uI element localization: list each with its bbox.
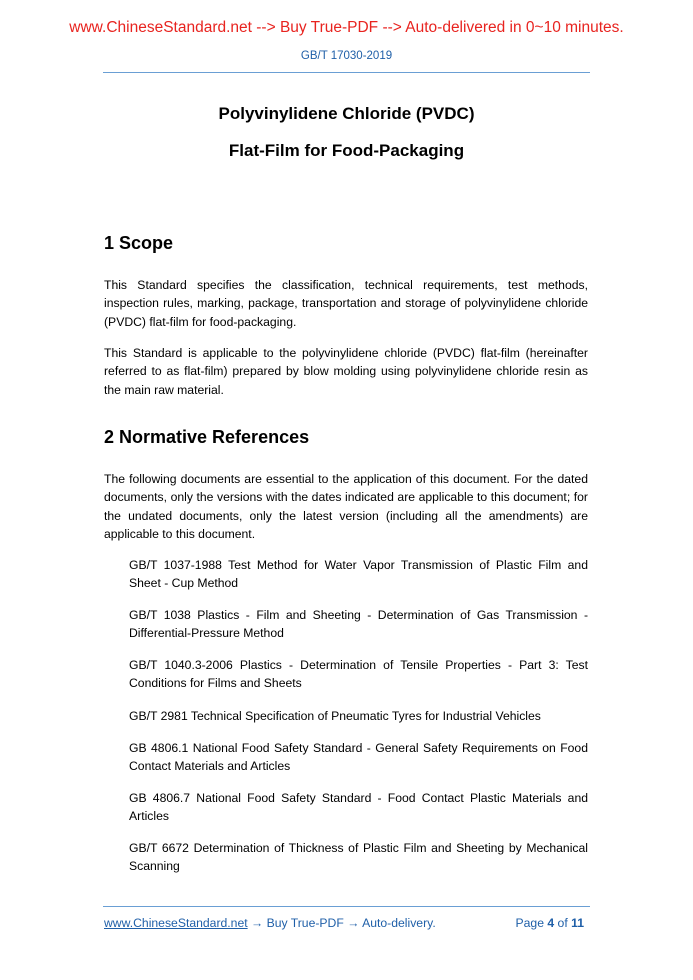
current-page-number: 4 xyxy=(547,916,555,930)
footer-divider xyxy=(103,906,590,907)
of-label: of xyxy=(557,916,568,930)
footer-buy-text: Buy True-PDF xyxy=(266,916,344,930)
reference-item: GB/T 2981 Technical Specification of Pneumatic Tyres for Industrial Vehicles xyxy=(129,709,541,723)
section-heading-normative-references: 2 Normative References xyxy=(104,427,310,447)
scope-paragraph-1: This Standard specifies the classification, technical requirements, test methods, inspection rules, marking, package, transportation and storage of polyvinylidene chloride (PVDC) flat-film for food-packaging. xyxy=(104,278,588,329)
page-label: Page xyxy=(515,916,544,930)
footer-delivery-text: Auto-delivery. xyxy=(362,916,436,930)
page-indicator xyxy=(516,916,584,930)
reference-item: GB/T 6672 Determination of Thickness of Plastic Film and Sheeting by Mechanical Scanning xyxy=(129,841,588,874)
arrow-right-icon: → xyxy=(251,916,264,930)
scope-paragraph-2: This Standard is applicable to the polyvinylidene chloride (PVDC) flat-film (hereinafter referred to as flat-film) prepared by blow molding using polyvinylidene chloride resin as the main raw material. xyxy=(104,346,588,397)
header-divider xyxy=(103,72,590,73)
references-intro-paragraph: The following documents are essential to the application of this document. For the dated documents, only the versions with the dates indicated are applicable to this document; for the undated documents, only the latest version (including all the amendments) are applicable to this document. xyxy=(104,472,588,541)
reference-item: GB/T 1040.3-2006 Plastics - Determination of Tensile Properties - Part 3: Test Conditions for Films and Sheets xyxy=(129,658,588,691)
promo-banner[interactable]: www.ChineseStandard.net --> Buy True-PDF --> Auto-delivered in 0~10 minutes. xyxy=(69,19,624,36)
section-heading-scope: 1 Scope xyxy=(104,233,174,253)
reference-item: GB 4806.7 National Food Safety Standard - Food Contact Plastic Materials and Articles xyxy=(129,791,588,824)
reference-item: GB 4806.1 National Food Safety Standard - General Safety Requirements on Food Contact Materials and Articles xyxy=(129,741,588,774)
reference-item: GB/T 1037-1988 Test Method for Water Vapor Transmission of Plastic Film and Sheet - Cup Method xyxy=(129,558,588,591)
page-footer xyxy=(104,916,590,932)
standard-code: GB/T 17030-2019 xyxy=(300,50,393,62)
footer-site-link[interactable]: www.ChineseStandard.net xyxy=(104,916,248,930)
arrow-right-icon: → xyxy=(347,916,360,930)
total-pages: 11 xyxy=(571,916,584,930)
document-title-line1: Polyvinylidene Chloride (PVDC) xyxy=(218,104,475,123)
document-title-line2: Flat-Film for Food-Packaging xyxy=(228,141,465,160)
reference-item: GB/T 1038 Plastics - Film and Sheeting - Determination of Gas Transmission - Differential-Pressure Method xyxy=(129,608,588,641)
